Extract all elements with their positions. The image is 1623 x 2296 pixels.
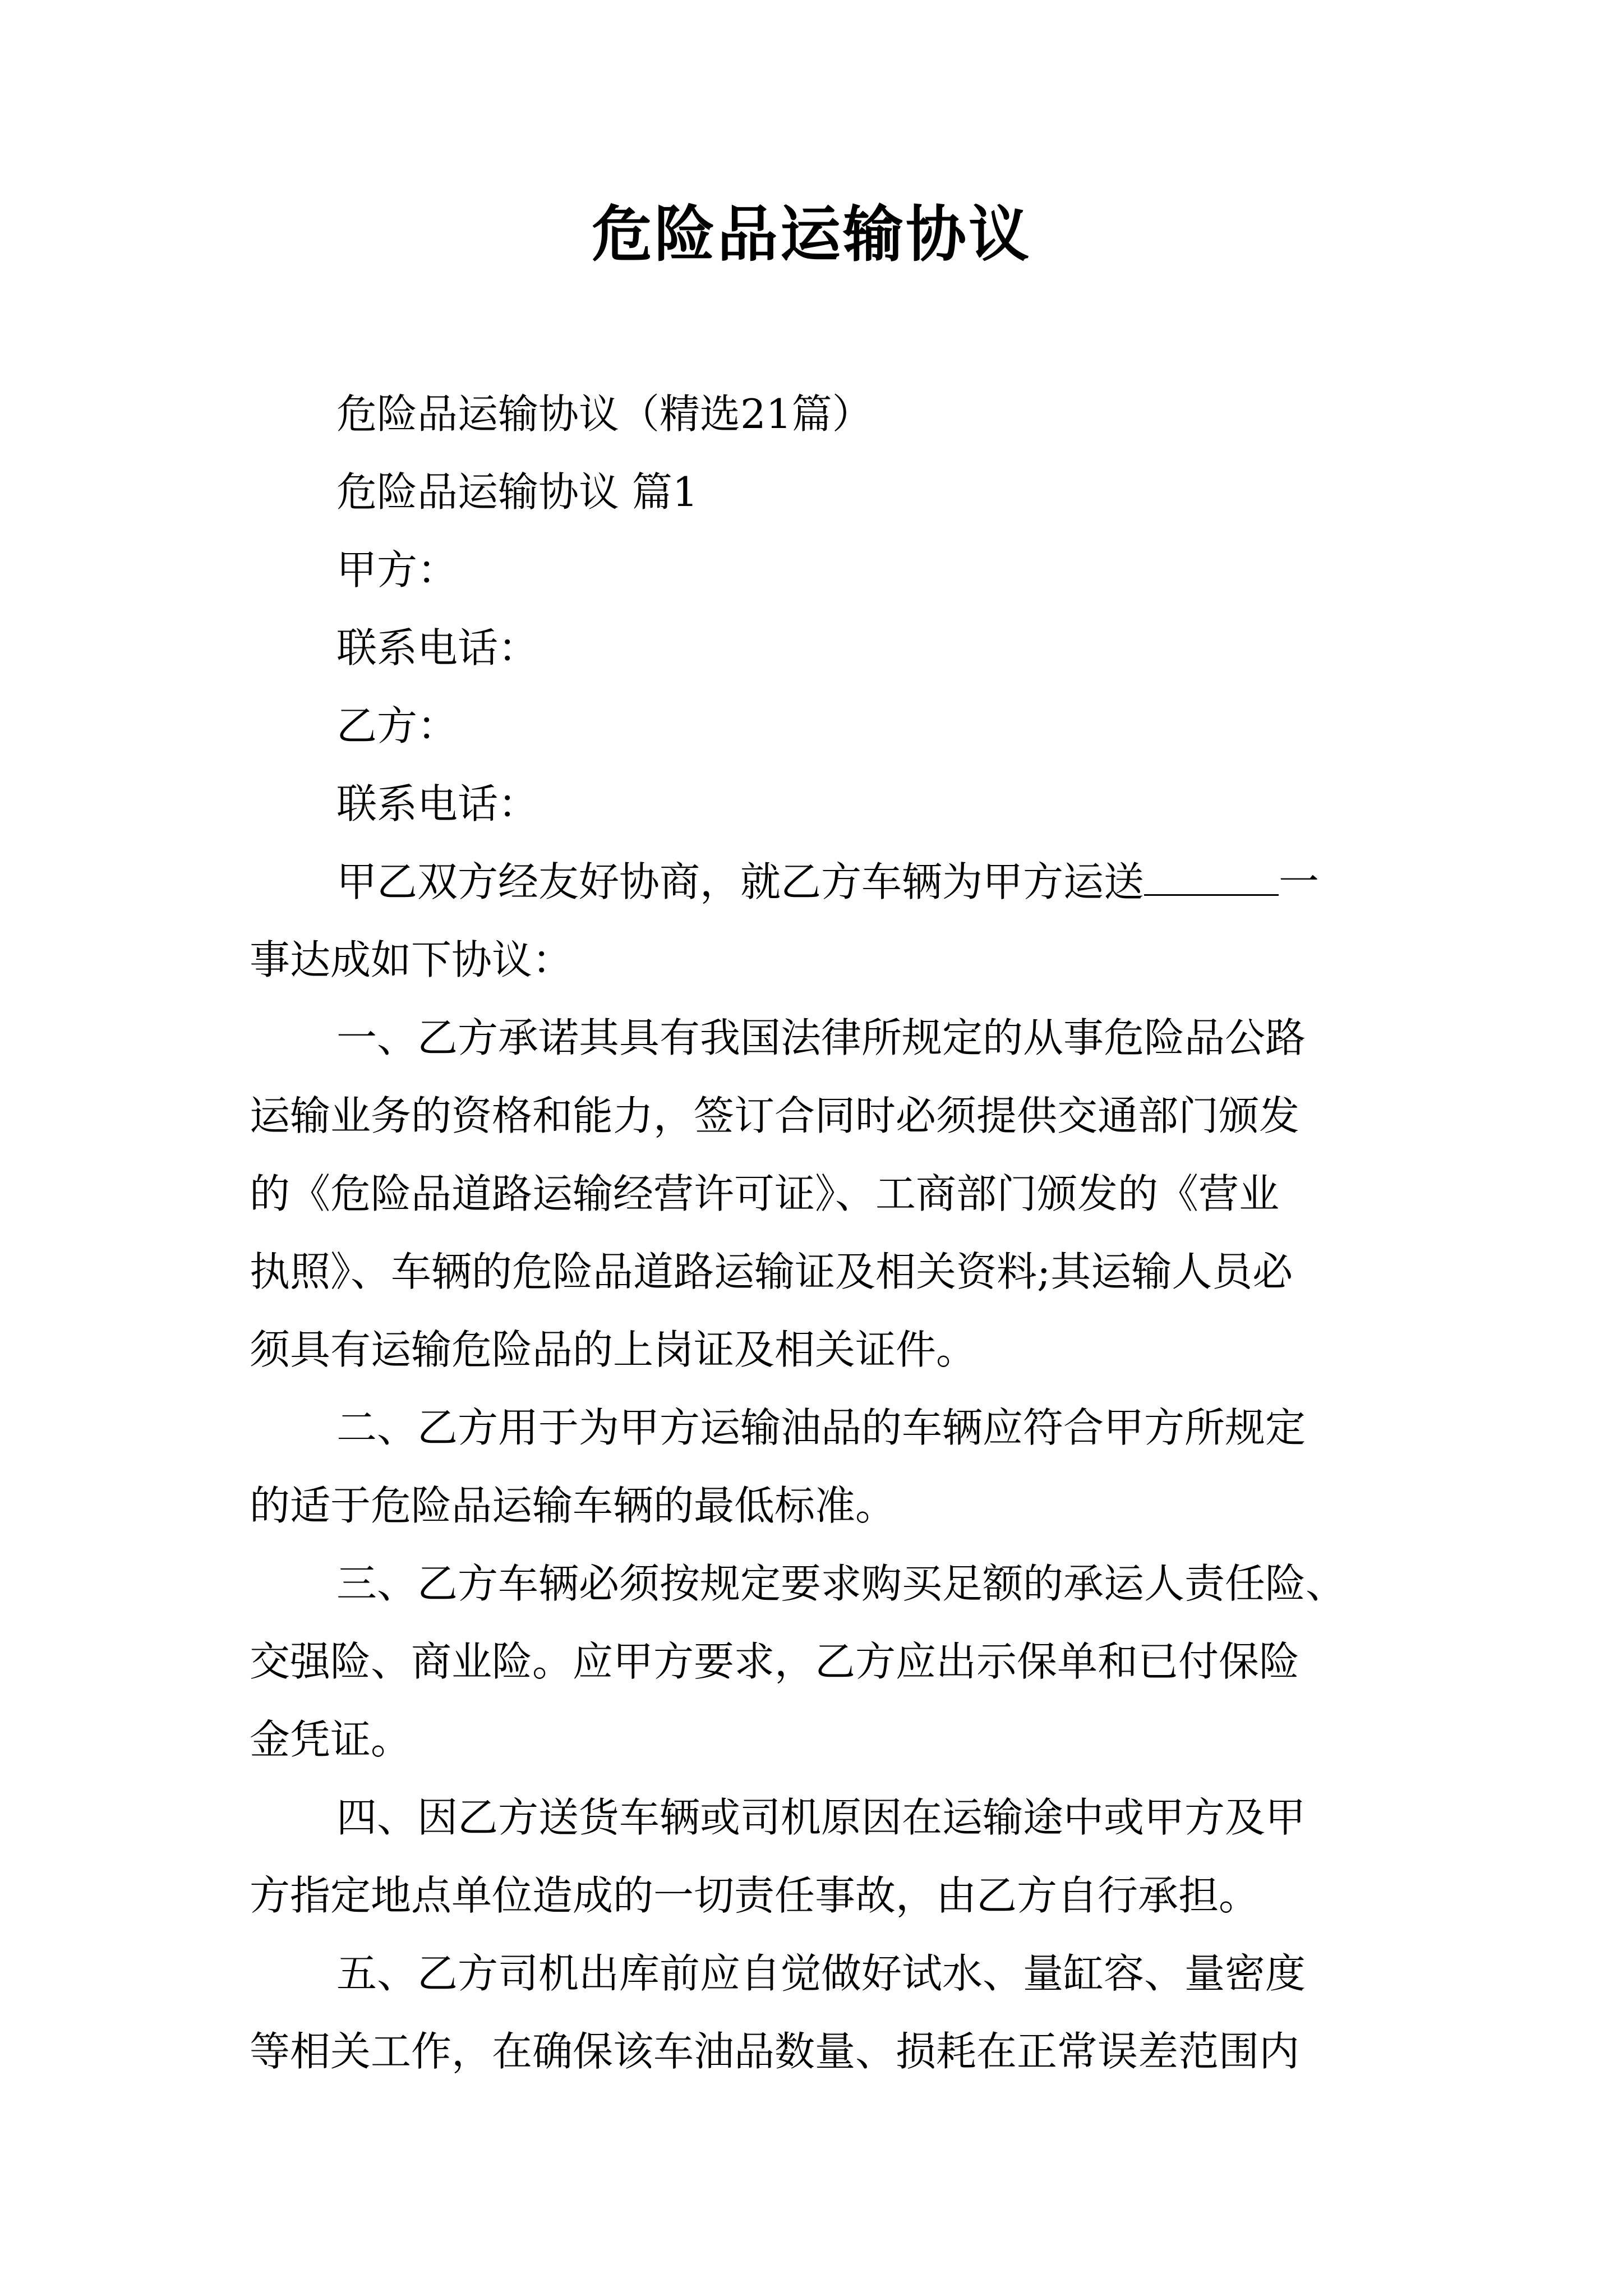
document-title: 危险品运输协议 bbox=[591, 199, 1031, 270]
clause-4-line-2: 方指定地点单位造成的一切责任事故，由乙方自行承担。 bbox=[250, 1872, 1260, 1919]
clause-1-line-3: 的《危险品道路运输经营许可证》、工商部门颁发的《营业 bbox=[250, 1170, 1280, 1217]
party-b-phone-label: 联系电话： bbox=[336, 780, 539, 827]
party-a-phone-label: 联系电话： bbox=[336, 624, 539, 671]
clause-4-line-1: 四、因乙方送货车辆或司机原因在运输途中或甲方及甲 bbox=[336, 1794, 1306, 1841]
intro-text-end: 一 bbox=[1279, 858, 1320, 905]
party-b-label: 乙方： bbox=[336, 702, 458, 749]
fill-in-blank bbox=[1144, 862, 1279, 896]
clause-5-line-1: 五、乙方司机出库前应自觉做好试水、量缸容、量密度 bbox=[336, 1950, 1306, 1997]
clause-1-line-2: 运输业务的资格和能力，签订合同时必须提供交通部门颁发 bbox=[250, 1092, 1300, 1139]
clause-1-line-1: 一、乙方承诺其具有我国法律所规定的从事危险品公路 bbox=[336, 1014, 1306, 1061]
intro-line-2: 事达成如下协议： bbox=[250, 936, 573, 983]
clause-5-line-2: 等相关工作，在确保该车油品数量、损耗在正常误差范围内 bbox=[250, 2028, 1300, 2075]
intro-line-1 bbox=[336, 854, 1319, 910]
document-subtitle: 危险品运输协议（精选21篇） bbox=[336, 390, 873, 438]
clause-3-line-2: 交强险、商业险。应甲方要求，乙方应出示保单和已付保险 bbox=[250, 1638, 1300, 1685]
clause-2-line-2: 的适于危险品运输车辆的最低标准。 bbox=[250, 1482, 896, 1529]
clause-3-line-3: 金凭证。 bbox=[250, 1716, 412, 1763]
clause-3-line-1: 三、乙方车辆必须按规定要求购买足额的承运人责任险、 bbox=[336, 1560, 1347, 1607]
intro-text: 甲乙双方经友好协商，就乙方车辆为甲方运送 bbox=[336, 858, 1145, 905]
clause-2-line-1: 二、乙方用于为甲方运输油品的车辆应符合甲方所规定 bbox=[336, 1404, 1306, 1451]
clause-1-line-5: 须具有运输危险品的上岗证及相关证件。 bbox=[250, 1326, 977, 1373]
party-a-label: 甲方： bbox=[336, 546, 458, 593]
clause-1-line-4: 执照》、车辆的危险品道路运输证及相关资料;其运输人员必 bbox=[250, 1248, 1293, 1295]
section-heading: 危险品运输协议 篇1 bbox=[336, 468, 698, 516]
